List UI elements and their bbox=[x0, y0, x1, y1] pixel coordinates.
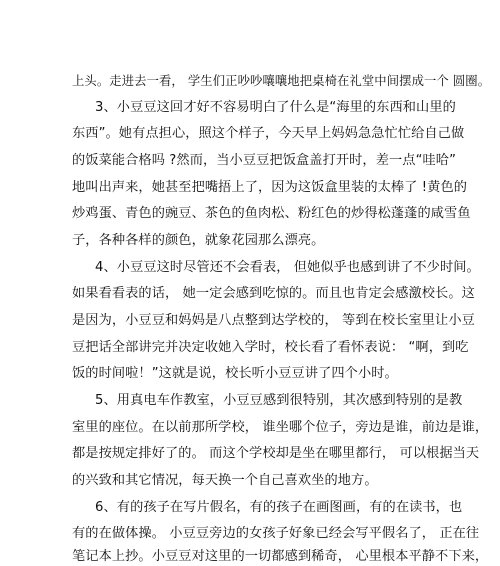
text-line: 地叫出声来，她甚至把嘴捂上了，因为这饭盒里装的太棒了 !黄色的 bbox=[72, 180, 468, 195]
text-line: 笔记本上抄。小豆豆对这里的一切都感到稀奇， 心里根本平静不下来， bbox=[72, 549, 489, 564]
text-line: 室里的座位。在以前那所学校， 谁坐哪个位子，旁边是谁，前边是谁， bbox=[72, 420, 489, 435]
text-line: 炒鸡蛋、青色的豌豆、茶色的鱼肉松、粉红色的炒得松蓬蓬的咸雪鱼 bbox=[72, 206, 471, 221]
text-line: 饭的时间啦！”这就是说，校长听小豆豆讲了四个小时。 bbox=[72, 366, 398, 381]
paragraph-5-start: 5、用真电车作教室，小豆豆感到很特别，其次感到特别的是教 bbox=[95, 393, 463, 408]
text-line: 上头。走进去一看， 学生们正吵吵嚷嚷地把桌椅在礼堂中间摆成一个 圆圈。 bbox=[72, 74, 491, 88]
paragraph-4-start: 4、小豆豆这时尽管还不会看表， 但她似乎也感到讲了不少时间。 bbox=[95, 260, 480, 275]
text-line: 豆把话全部讲完并决定收她入学时，校长看了看怀表说： “啊，到吃 bbox=[72, 340, 469, 355]
paragraph-3-start: 3、小豆豆这回才好不容易明白了什么是“海里的东西和山里的 bbox=[95, 100, 456, 115]
text-line: 都是按规定排好了的。 而这个学校却是坐在哪里都行， 可以根据当天 bbox=[72, 446, 480, 461]
text-line: 是因为，小豆豆和妈妈是八点整到达学校的， 等到在校长室里让小豆 bbox=[72, 313, 475, 328]
text-line: 的兴致和其它情况，每天换一个自己喜欢坐的地方。 bbox=[72, 473, 378, 488]
paragraph-6-start: 6、有的孩子在写片假名，有的孩子在画图画，有的在读书，也 bbox=[95, 500, 463, 515]
text-line: 的饭菜能合格吗 ?然而，当小豆豆把饭盒盖打开时，差一点“哇哈” bbox=[72, 153, 457, 168]
text-line: 如果看看表的话， 她一定会感到吃惊的。而且也肯定会感激校长。这 bbox=[72, 286, 475, 301]
text-line: 有的在做体操。 小豆豆旁边的女孩子好象已经会写平假名了， 正在往 bbox=[72, 526, 480, 541]
text-line: 子，各种各样的颜色，就象花园那么漂亮。 bbox=[72, 233, 325, 248]
text-line: 东西”。她有点担心，照这个样子，今天早上妈妈急急忙忙给自己做 bbox=[72, 126, 465, 141]
